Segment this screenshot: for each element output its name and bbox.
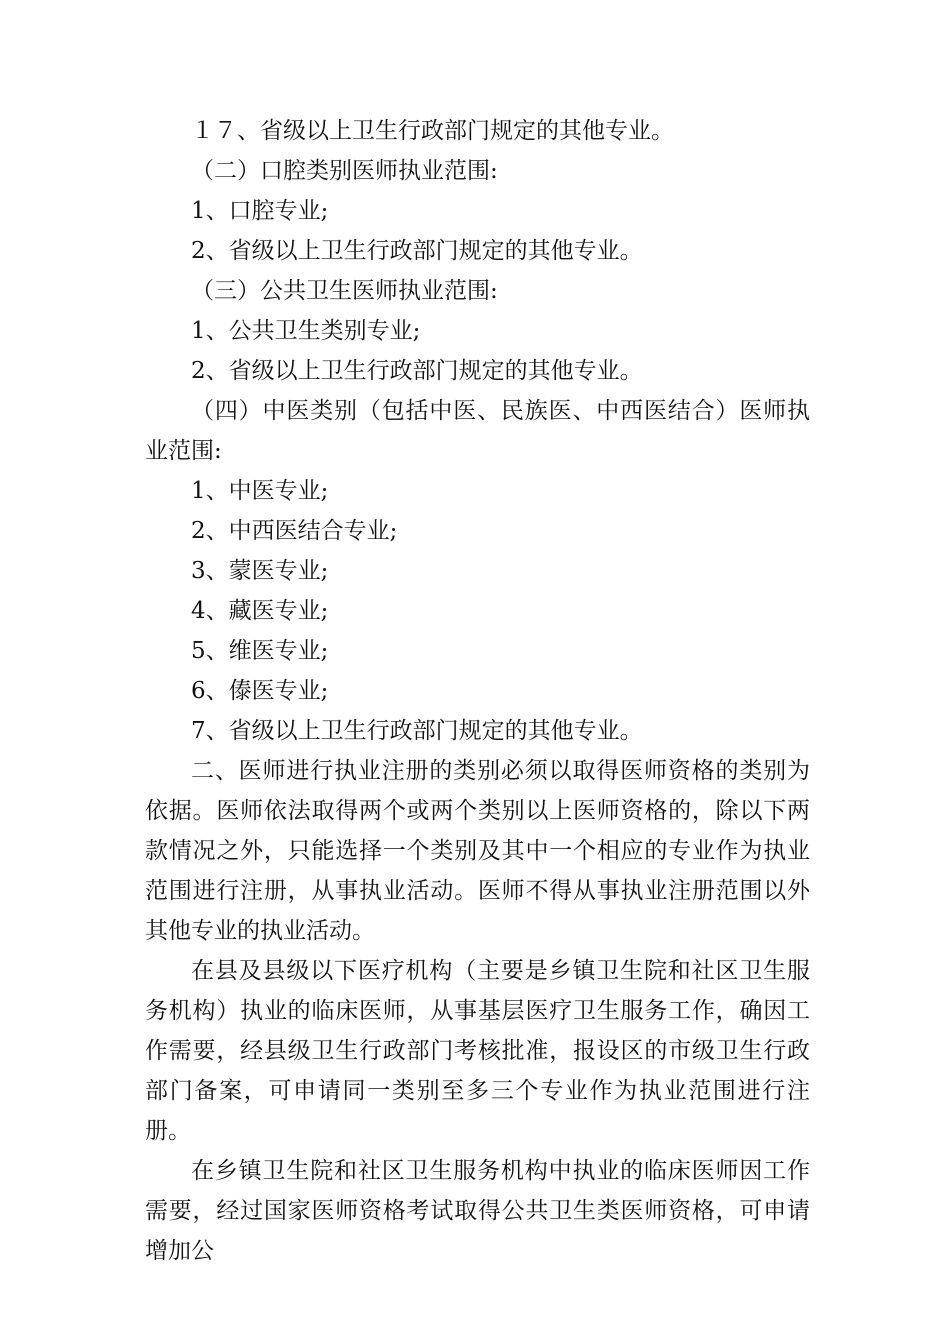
- list-item: 1、公共卫生类别专业;: [191, 318, 421, 344]
- list-item: 6、傣医专业;: [191, 678, 329, 704]
- paragraph-county-level: 在县及县级以下医疗机构（主要是乡镇卫生院和社区卫生服务机构）执业的临床医师，从事基层医疗卫生服务工作，确因工作需要，经县级卫生行政部门考核批准，报设区的市级卫生行政部门备案，可申请同一类别至多三个专业作为执业范围进行注册。: [145, 958, 810, 1144]
- paragraph-registration-category: 二、医师进行执业注册的类别必须以取得医师资格的类别为依据。医师依法取得两个或两个类别以上医师资格的，除以下两款情况之外，只能选择一个类别及其中一个相应的专业作为执业范围进行注册，从事执业活动。医师不得从事执业注册范围以外其他专业的执业活动。: [145, 758, 810, 944]
- section-heading-dental: （二）口腔类别医师执业范围:: [191, 158, 498, 184]
- document-body: [145, 111, 810, 1271]
- paragraph-township: 在乡镇卫生院和社区卫生服务机构中执业的临床医师因工作需要，经过国家医师资格考试取得公共卫生类医师资格，可申请增加公: [145, 1158, 810, 1264]
- list-item: 2、中西医结合专业;: [191, 518, 398, 544]
- list-item: 4、藏医专业;: [191, 598, 329, 624]
- list-item: 5、维医专业;: [191, 638, 329, 664]
- list-item: 3、蒙医专业;: [191, 558, 329, 584]
- list-item: 7、省级以上卫生行政部门规定的其他专业。: [191, 718, 643, 744]
- list-item: 1、口腔专业;: [191, 198, 329, 224]
- list-item: 1、中医专业;: [191, 478, 329, 504]
- list-item: 2、省级以上卫生行政部门规定的其他专业。: [191, 238, 643, 264]
- list-item: １７、省级以上卫生行政部门规定的其他专业。: [191, 118, 674, 144]
- section-heading-public-health: （三）公共卫生医师执业范围:: [191, 278, 498, 304]
- list-item: 2、省级以上卫生行政部门规定的其他专业。: [191, 358, 643, 384]
- section-heading-tcm: （四）中医类别（包括中医、民族医、中西医结合）医师执业范围:: [145, 398, 810, 464]
